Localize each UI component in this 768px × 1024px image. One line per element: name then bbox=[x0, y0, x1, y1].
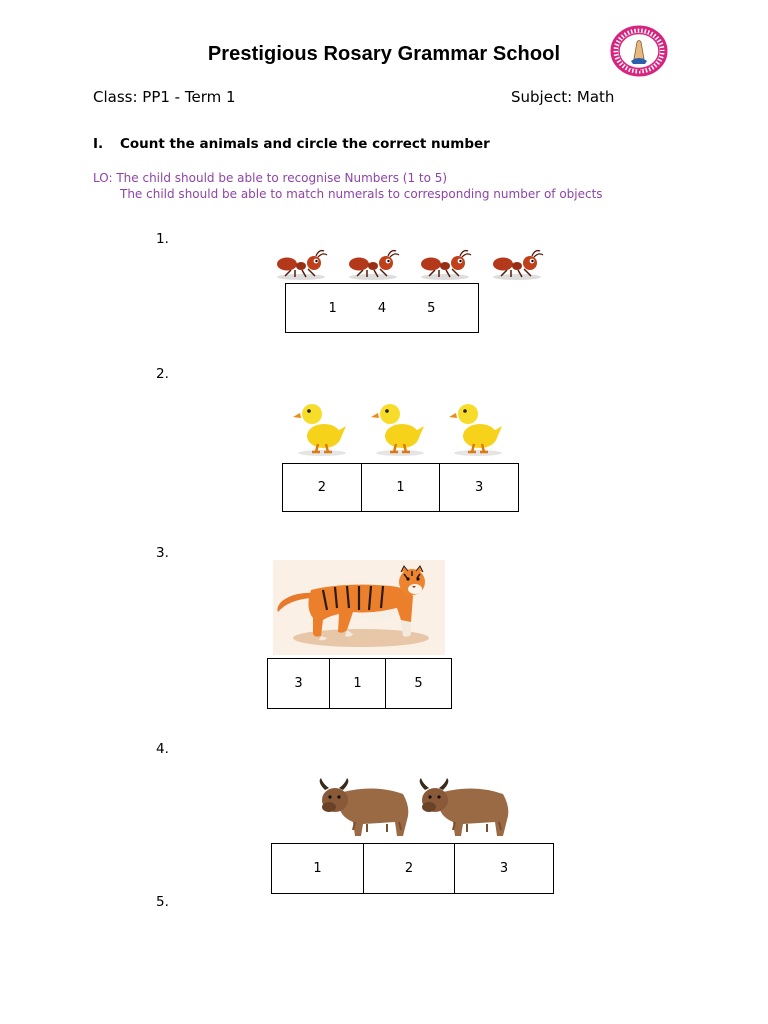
choice-option[interactable]: 3 bbox=[499, 861, 509, 876]
choice-box-1 bbox=[285, 283, 479, 333]
question-number-5: 5. bbox=[156, 894, 169, 910]
question-number-2: 2. bbox=[156, 366, 169, 382]
choice-box-3 bbox=[267, 658, 452, 709]
choice-option[interactable]: 5 bbox=[427, 300, 436, 316]
choice-box-2 bbox=[282, 463, 519, 512]
section-instruction: Count the animals and circle the correct number bbox=[120, 136, 490, 152]
ants-picture bbox=[275, 248, 545, 282]
class-label: Class: PP1 - Term 1 bbox=[93, 88, 236, 106]
choice-option[interactable]: 1 bbox=[328, 300, 337, 316]
learning-objective-2: The child should be able to match numerals to corresponding number of objects bbox=[120, 187, 603, 201]
tiger-picture bbox=[273, 560, 445, 655]
choice-option[interactable]: 4 bbox=[377, 300, 387, 316]
question-number-3: 3. bbox=[156, 545, 169, 561]
choice-option[interactable]: 2 bbox=[364, 844, 455, 893]
choice-box-4 bbox=[271, 843, 554, 894]
choice-option[interactable]: 5 bbox=[414, 676, 423, 691]
yaks-picture bbox=[315, 778, 515, 840]
subject-label: Subject: Math bbox=[511, 88, 615, 106]
question-number-1: 1. bbox=[156, 231, 169, 247]
choice-option[interactable]: 2 bbox=[283, 464, 362, 511]
ducklings-picture bbox=[290, 398, 502, 458]
school-logo bbox=[610, 25, 668, 77]
choice-option[interactable]: 1 bbox=[330, 659, 386, 708]
question-number-4: 4. bbox=[156, 741, 169, 757]
choice-option[interactable]: 3 bbox=[475, 480, 484, 495]
section-number: I. bbox=[93, 136, 104, 152]
choice-option[interactable]: 1 bbox=[272, 844, 364, 893]
school-name: Prestigious Rosary Grammar School bbox=[207, 43, 561, 65]
choice-option[interactable]: 1 bbox=[362, 464, 441, 511]
choice-option[interactable]: 3 bbox=[268, 659, 330, 708]
learning-objective-1: LO: The child should be able to recognise Numbers (1 to 5) bbox=[93, 171, 448, 185]
